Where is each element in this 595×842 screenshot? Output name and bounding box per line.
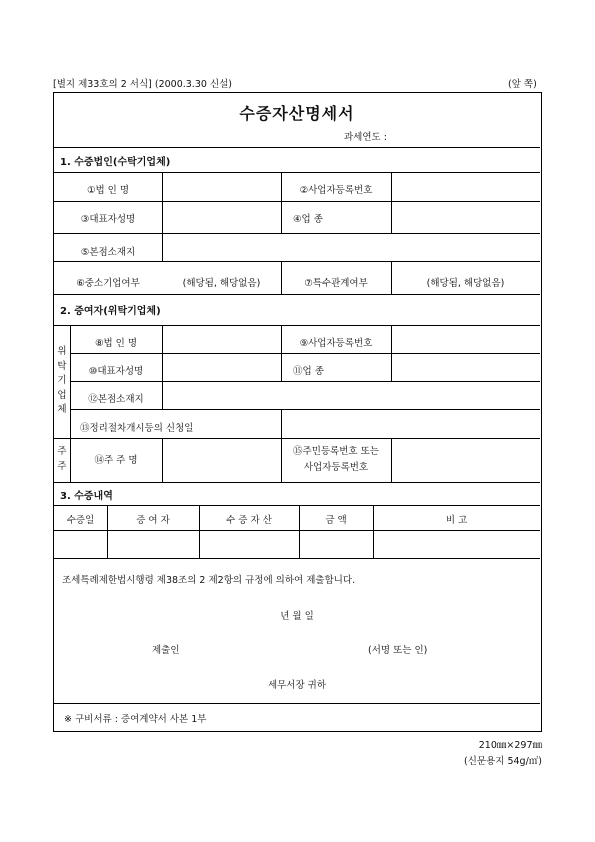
submission-date: 년 월 일 (280, 611, 314, 622)
sme-label: ⑥중소기업여부 (76, 278, 140, 289)
section3-heading: 3. 수증내역 (60, 491, 113, 502)
shareholder-name-label: ⑭주 주 명 (94, 455, 138, 466)
submitter-label: 제출인 (152, 645, 180, 656)
section1-heading: 1. 수증법인(수탁기업체) (60, 157, 171, 168)
col-receipt-date: 수증일 (66, 515, 95, 526)
corp-name-label: ①법 인 명 (86, 185, 130, 196)
biz-reg-no-label: ②사업자등록번호 (299, 185, 373, 196)
addressee: 세무서장 귀하 (267, 680, 327, 691)
consignor-group-label: 위 탁 기 업 체 (57, 346, 67, 415)
rep-name-label: ③대표자성명 (80, 214, 136, 225)
signature-label: (서명 또는 인) (368, 645, 428, 656)
form-title: 수증자산명세서 (239, 104, 355, 123)
tax-year-label: 과세연도 : (344, 132, 387, 143)
form-frame (53, 92, 542, 732)
id-number-label-line2: 사업자등록번호 (303, 462, 369, 473)
special-relation-label: ⑦특수관계여부 (304, 278, 368, 289)
col-remarks: 비 고 (445, 515, 468, 526)
col-received-asset: 수 증 자 산 (226, 515, 272, 526)
paper-type: (신문용지 54g/㎡) (464, 756, 542, 767)
hq-address-label: ⑤본점소재지 (80, 247, 136, 258)
page-side-label: (앞 쪽) (508, 79, 537, 90)
col-amount: 금 액 (325, 515, 347, 526)
industry-label: ④업 종 (293, 214, 323, 225)
consignor-biz-reg-no-label: ⑨사업자등록번호 (299, 338, 373, 349)
declaration-statement: 조세특례제한법시행령 제38조의 2 제2항의 규정에 의하여 제출합니다. (62, 575, 356, 586)
consignor-rep-name-label: ⑩대표자성명 (88, 366, 144, 377)
liquidation-date-label: ⑬정리절차개시등의 신청일 (80, 423, 194, 434)
consignor-industry-label: ⑪업 종 (293, 366, 324, 377)
consignor-corp-name-label: ⑧법 인 명 (94, 338, 138, 349)
form-number: [별지 제33호의 2 서식] (2000.3.30 신설) (53, 79, 232, 90)
id-number-label-line1: ⑮주민등록번호 또는 (293, 446, 379, 457)
col-donor: 증 여 자 (136, 515, 170, 526)
special-relation-value: (해당됨, 해당없음) (426, 278, 505, 289)
consignor-hq-address-label: ⑫본점소재지 (88, 394, 144, 405)
sme-value: (해당됨, 해당없음) (182, 278, 261, 289)
section2-heading: 2. 증여자(위탁기업체) (60, 306, 161, 317)
required-documents-note: ※ 구비서류 : 증여계약서 사본 1부 (64, 714, 207, 725)
shareholder-group-label: 주 주 (57, 446, 67, 472)
paper-size: 210㎜×297㎜ (478, 740, 542, 751)
